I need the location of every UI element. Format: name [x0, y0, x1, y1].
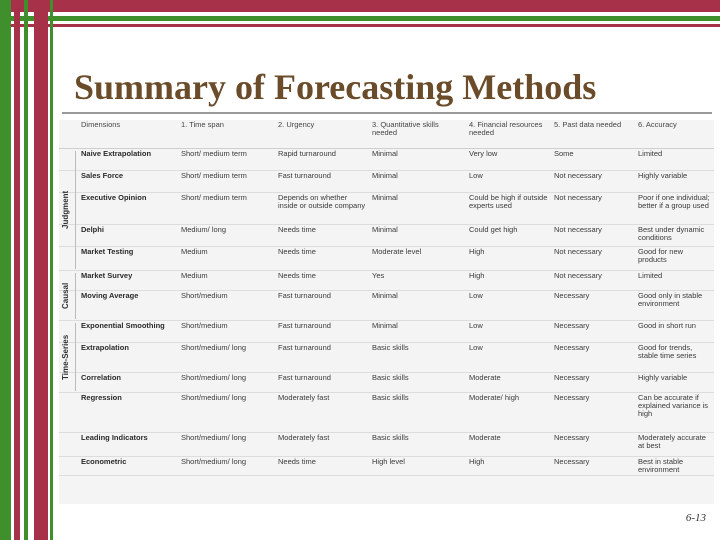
- table-cell: Fast turnaround: [276, 291, 370, 321]
- table-row: [59, 321, 714, 343]
- top-green-bar: [0, 16, 720, 21]
- table-cell: Necessary: [552, 457, 636, 476]
- table-cell: Minimal: [370, 225, 467, 247]
- table-cell: Necessary: [552, 373, 636, 393]
- table-cell: Medium: [179, 247, 276, 271]
- title-divider: [62, 112, 712, 114]
- table-cell: Low: [467, 171, 552, 193]
- methods-table: [59, 120, 714, 504]
- table-cell: Moderate level: [370, 247, 467, 271]
- method-name-cell: Sales Force: [79, 171, 179, 193]
- table-cell: Good for new products: [636, 247, 714, 271]
- table-row: [59, 291, 714, 321]
- table-cell: Moderately fast: [276, 433, 370, 457]
- left-green-bar: [0, 0, 11, 540]
- table-row: [59, 225, 714, 247]
- table-cell: Necessary: [552, 343, 636, 373]
- table-row: [59, 373, 714, 393]
- header-cell: 2. Urgency: [276, 120, 370, 149]
- header-cell: 1. Time span: [179, 120, 276, 149]
- header-cell: 4. Financial resources needed: [467, 120, 552, 149]
- table-cell: Necessary: [552, 321, 636, 343]
- method-name-cell: Correlation: [79, 373, 179, 393]
- table-row: [59, 171, 714, 193]
- table-cell: Basic skills: [370, 393, 467, 433]
- top-maroon-bar: [0, 0, 720, 12]
- table-cell: Depends on whether inside or outside company: [276, 193, 370, 225]
- slide-title: Summary of Forecasting Methods: [74, 67, 597, 107]
- table-cell: Low: [467, 343, 552, 373]
- table-cell: Minimal: [370, 171, 467, 193]
- table-cell: Short/medium: [179, 291, 276, 321]
- table-cell: Limited: [636, 271, 714, 291]
- table-cell: Low: [467, 321, 552, 343]
- table-cell: Not necessary: [552, 171, 636, 193]
- group-label: Time-Series: [61, 334, 70, 380]
- table-row: [59, 393, 714, 433]
- table-cell: Short/medium/ long: [179, 373, 276, 393]
- table-cell: Moderately fast: [276, 393, 370, 433]
- left-maroon-bar: [14, 0, 20, 540]
- table-cell: Necessary: [552, 393, 636, 433]
- table-cell: Good in short run: [636, 321, 714, 343]
- table-cell: Low: [467, 291, 552, 321]
- table-cell: Short/ medium term: [179, 149, 276, 171]
- table-cell: Limited: [636, 149, 714, 171]
- left-green-inner-bar: [50, 0, 53, 540]
- method-name-cell: Market Survey: [79, 271, 179, 291]
- table-row: [59, 247, 714, 271]
- table-cell: Short/ medium term: [179, 193, 276, 225]
- left-green-thin-bar: [24, 0, 28, 540]
- method-name-cell: Market Testing: [79, 247, 179, 271]
- table-cell: Yes: [370, 271, 467, 291]
- method-name-cell: Exponential Smoothing: [79, 321, 179, 343]
- table-cell: Could get high: [467, 225, 552, 247]
- table-cell: Not necessary: [552, 271, 636, 291]
- table-cell: Best in stable environment: [636, 457, 714, 476]
- table-cell: Moderate/ high: [467, 393, 552, 433]
- table-cell: Basic skills: [370, 433, 467, 457]
- table-row: [59, 457, 714, 476]
- table-cell: Needs time: [276, 247, 370, 271]
- table-cell: Minimal: [370, 193, 467, 225]
- table-cell: Basic skills: [370, 373, 467, 393]
- table-cell: Can be accurate if explained variance is high: [636, 393, 714, 433]
- table-cell: Good for trends, stable time series: [636, 343, 714, 373]
- left-maroon-outer-bar: [34, 0, 48, 540]
- table-row: [59, 433, 714, 457]
- group-divider: [75, 273, 76, 319]
- method-name-cell: Moving Average: [79, 291, 179, 321]
- header-cell: 5. Past data needed: [552, 120, 636, 149]
- table-cell: Short/ medium term: [179, 171, 276, 193]
- table-row: [59, 193, 714, 225]
- table-cell: Basic skills: [370, 343, 467, 373]
- table-cell: Necessary: [552, 291, 636, 321]
- table-cell: Minimal: [370, 321, 467, 343]
- forecasting-table: [59, 120, 714, 476]
- table-cell: Necessary: [552, 433, 636, 457]
- table-header-row: [59, 120, 714, 149]
- table-cell: Needs time: [276, 225, 370, 247]
- method-name-cell: Regression: [79, 393, 179, 433]
- table-cell: Short/medium/ long: [179, 457, 276, 476]
- table-cell: High level: [370, 457, 467, 476]
- table-cell: High: [467, 247, 552, 271]
- table-cell: Highly variable: [636, 171, 714, 193]
- table-cell: Poor if one individual; better if a group used: [636, 193, 714, 225]
- table-cell: Fast turnaround: [276, 171, 370, 193]
- group-label: Judgment: [61, 190, 70, 229]
- table-cell: Rapid turnaround: [276, 149, 370, 171]
- table-cell: Short/medium/ long: [179, 343, 276, 373]
- table-cell: Moderate: [467, 433, 552, 457]
- table-cell: Moderately accurate at best: [636, 433, 714, 457]
- header-cell: 6. Accuracy: [636, 120, 714, 149]
- table-cell: Good only in stable environment: [636, 291, 714, 321]
- top-maroon-thin-bar: [0, 24, 720, 27]
- table-cell: Short/medium: [179, 321, 276, 343]
- table-row: [59, 149, 714, 171]
- table-cell: Minimal: [370, 291, 467, 321]
- table-cell: Best under dynamic conditions: [636, 225, 714, 247]
- table-cell: Medium/ long: [179, 225, 276, 247]
- header-cell: 3. Quantitative skills needed: [370, 120, 467, 149]
- table-row: [59, 271, 714, 291]
- table-cell: Needs time: [276, 457, 370, 476]
- table-cell: Fast turnaround: [276, 321, 370, 343]
- table-cell: High: [467, 457, 552, 476]
- method-name-cell: Naive Extrapolation: [79, 149, 179, 171]
- method-name-cell: Executive Opinion: [79, 193, 179, 225]
- group-divider: [75, 151, 76, 269]
- table-cell: Minimal: [370, 149, 467, 171]
- method-name-cell: Delphi: [79, 225, 179, 247]
- table-cell: High: [467, 271, 552, 291]
- table-cell: Not necessary: [552, 193, 636, 225]
- table-cell: Fast turnaround: [276, 343, 370, 373]
- table-cell: Not necessary: [552, 247, 636, 271]
- table-cell: Could be high if outside experts used: [467, 193, 552, 225]
- group-label: Causal: [61, 282, 70, 309]
- table-cell: Not necessary: [552, 225, 636, 247]
- table-cell: Medium: [179, 271, 276, 291]
- table-row: [59, 343, 714, 373]
- table-cell: Short/medium/ long: [179, 393, 276, 433]
- table-cell: Needs time: [276, 271, 370, 291]
- slide-number: 6-13: [685, 512, 706, 524]
- table-cell: Short/medium/ long: [179, 433, 276, 457]
- table-cell: Some: [552, 149, 636, 171]
- header-cell: Dimensions: [79, 120, 179, 149]
- method-name-cell: Leading Indicators: [79, 433, 179, 457]
- table-cell: Moderate: [467, 373, 552, 393]
- table-cell: Very low: [467, 149, 552, 171]
- method-name-cell: Extrapolation: [79, 343, 179, 373]
- group-divider: [75, 323, 76, 391]
- table-cell: Highly variable: [636, 373, 714, 393]
- method-name-cell: Econometric: [79, 457, 179, 476]
- table-cell: Fast turnaround: [276, 373, 370, 393]
